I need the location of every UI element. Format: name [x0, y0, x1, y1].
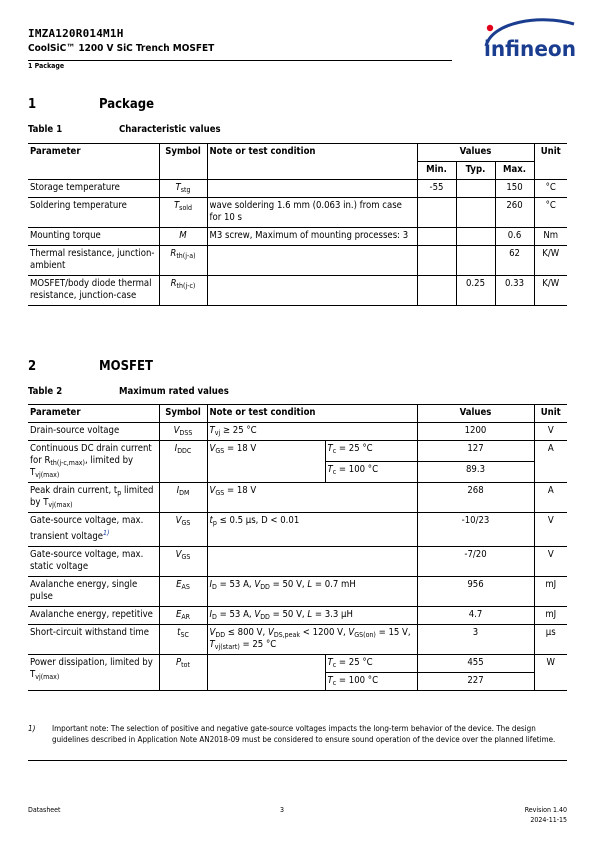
row-note: $V_{GS} = 18$ V: [207, 483, 417, 513]
row-note: $V_{DD} \le 800$ V, $V_{DS,peak} < 1200$ V, $V_{GS(on)} = 15$ V, $T_{vj(start)} = 25$ °C: [207, 625, 417, 655]
row-note: $t_p \le 0.5$ µs, D < 0.01: [207, 513, 417, 547]
table-1-label: Table 1: [28, 124, 63, 135]
table-row: [28, 276, 567, 306]
row-typ: [456, 198, 495, 228]
symbol-sub: stg: [180, 186, 191, 194]
row-param: Power dissipation, limited by $T_{vj(max)}$: [30, 657, 153, 682]
row-value: 268: [417, 483, 534, 513]
row-max: 150: [495, 180, 534, 198]
row-subcond: $T_c = 25$ °C: [325, 441, 417, 462]
row-note: M3 screw, Maximum of mounting processes: 3: [207, 228, 417, 246]
row-min: [417, 276, 456, 306]
row-param: Avalanche energy, single pulse: [30, 579, 138, 603]
footer-date: 2024-11-15: [530, 816, 567, 824]
table-row: [28, 577, 567, 607]
row-unit: µs: [534, 625, 567, 655]
table-1-caption: Characteristic values: [119, 124, 221, 135]
row-unit: °C: [534, 180, 567, 198]
row-typ: [456, 228, 495, 246]
row-param: Peak drain current, $t_p$ limited by $T_{vj(max)}$: [30, 485, 154, 509]
row-symbol: $V_{GS}$: [159, 547, 207, 577]
row-unit: mJ: [534, 607, 567, 625]
row-value: 4.7: [417, 607, 534, 625]
footer-revision: Revision 1.40: [524, 806, 567, 814]
header-rule: [28, 60, 452, 61]
row-subcond: $T_c = 25$ °C: [325, 655, 417, 673]
row-subcond: $T_c = 100$ °C: [325, 673, 417, 691]
row-symbol: [159, 180, 207, 198]
row-note: $I_D = 53$ A, $V_{DD} = 50$ V, L = 0.7 mH: [207, 577, 417, 607]
row-unit: Nm: [534, 228, 567, 246]
section-1-title: Package: [99, 97, 155, 112]
symbol-letter: R: [170, 248, 177, 259]
row-unit: K/W: [534, 276, 567, 306]
row-symbol: $E_{AR}$: [159, 607, 207, 625]
symbol-letter: R: [170, 278, 177, 289]
row-param: Soldering temperature: [30, 200, 127, 211]
footer-doc-type: Datasheet: [28, 806, 61, 814]
row-symbol: [159, 246, 207, 276]
col-header-note: Note or test condition: [207, 144, 417, 180]
row-param: Storage temperature: [30, 182, 120, 193]
table-row: [28, 547, 567, 577]
row-max: 62: [495, 246, 534, 276]
row-unit: V: [534, 547, 567, 577]
footnote-text: Important note: The selection of positive and negative gate-source voltages impacts the long-term behavior of the device. The design guidelines described in Application Note AN2018-09 must be considered to ensure sound operation of the device over the planned lifetime.: [52, 724, 556, 744]
row-symbol: $V_{DSS}$: [159, 423, 207, 441]
row-value: -10/23: [417, 513, 534, 547]
symbol-letter: T: [173, 200, 180, 211]
symbol-letter: M: [179, 230, 187, 241]
row-symbol: [159, 276, 207, 306]
table-row: [28, 483, 567, 513]
document-title: IMZA120R014M1H: [28, 27, 124, 40]
row-note: $V_{GS} = 18$ V: [207, 441, 325, 483]
row-param: Drain-source voltage: [30, 425, 120, 436]
row-min: [417, 246, 456, 276]
table-row: [28, 423, 567, 441]
infineon-logo: [478, 16, 580, 64]
table-row: [28, 246, 567, 276]
row-min: [417, 228, 456, 246]
section-2-title: MOSFET: [99, 359, 153, 374]
row-value: 89.3: [417, 462, 534, 483]
table-header-row: [28, 405, 567, 423]
characteristic-values-table: [28, 143, 567, 306]
table-row: [28, 513, 567, 547]
row-symbol: $I_{DM}$: [159, 483, 207, 513]
row-symbol: [159, 198, 207, 228]
col-header-parameter: Parameter: [30, 407, 81, 418]
row-note: [207, 246, 417, 276]
footer-page-number: 3: [280, 806, 285, 814]
row-symbol: $t_{SC}$: [159, 625, 207, 655]
table-2-caption: Maximum rated values: [119, 386, 229, 397]
row-note: wave soldering 1.6 mm (0.063 in.) from case for 10 s: [207, 198, 417, 228]
col-header-note: Note or test condition: [207, 405, 417, 423]
footnote-ref-link[interactable]: 1): [103, 529, 110, 537]
row-subcond: $T_c = 100$ °C: [325, 462, 417, 483]
row-value: -7/20: [417, 547, 534, 577]
footnote-number: 1): [28, 724, 36, 733]
row-value: 1200: [417, 423, 534, 441]
col-header-parameter: Parameter: [28, 144, 159, 180]
row-note: [207, 180, 417, 198]
symbol-sub: sold: [179, 204, 193, 212]
row-note: $I_D = 53$ A, $V_{DD} = 50$ V, L = 3.3 µH: [207, 607, 417, 625]
col-header-symbol: Symbol: [159, 144, 207, 180]
row-unit: W: [534, 655, 567, 691]
row-symbol: $E_{AS}$: [159, 577, 207, 607]
row-symbol: $V_{GS}$: [159, 513, 207, 547]
symbol-sub: th(j-a): [176, 252, 196, 260]
table-row: [28, 655, 567, 673]
row-note: [207, 655, 325, 691]
table-row: [28, 228, 567, 246]
col-header-unit: Unit: [534, 405, 567, 423]
col-header-max: Max.: [495, 162, 534, 180]
row-param: MOSFET/body diode thermal resistance, junction-case: [30, 278, 152, 301]
section-2-number: 2: [28, 359, 37, 374]
table-row: [28, 607, 567, 625]
row-note: [207, 547, 417, 577]
row-param: Gate-source voltage, max. transient voltage$^{1)}$: [30, 515, 144, 543]
table-row: [28, 180, 567, 198]
row-unit: A: [534, 441, 567, 483]
row-symbol: $P_{tot}$: [159, 655, 207, 691]
symbol-letter: T: [175, 182, 181, 193]
table-row: [28, 198, 567, 228]
row-typ: [456, 180, 495, 198]
table-row: [28, 625, 567, 655]
col-header-values: Values: [417, 144, 534, 162]
row-unit: K/W: [534, 246, 567, 276]
row-symbol: $I_{DDC}$: [159, 441, 207, 483]
logo-text: infineon: [484, 37, 576, 61]
row-min: [417, 198, 456, 228]
row-param: Gate-source voltage, max. static voltage: [30, 549, 144, 573]
row-symbol: [159, 228, 207, 246]
row-unit: A: [534, 483, 567, 513]
symbol-sub: th(j-c): [176, 282, 196, 290]
row-unit: °C: [534, 198, 567, 228]
table-2-label: Table 2: [28, 386, 63, 397]
col-header-unit: Unit: [534, 144, 567, 180]
row-typ: 0.25: [456, 276, 495, 306]
row-unit: mJ: [534, 577, 567, 607]
row-value: 455: [417, 655, 534, 673]
col-header-symbol: Symbol: [159, 405, 207, 423]
logo-dot: [487, 25, 493, 31]
row-param: Short-circuit withstand time: [30, 627, 149, 639]
row-value: 3: [417, 625, 534, 655]
row-max: 260: [495, 198, 534, 228]
col-header-min: Min.: [417, 162, 456, 180]
row-max: 0.33: [495, 276, 534, 306]
row-max: 0.6: [495, 228, 534, 246]
row-note: $T_{vj} \ge 25$ °C: [207, 423, 417, 441]
row-note: [207, 276, 417, 306]
footnote-rule: [28, 760, 567, 761]
document-subtitle: CoolSiC™ 1200 V SiC Trench MOSFET: [28, 43, 215, 54]
row-param: Continuous DC drain current for $R_{th(j-c,max)}$, limited by $T_{vj(max)}$: [30, 443, 152, 479]
maximum-rated-values-table: [28, 404, 567, 691]
row-unit: V: [534, 513, 567, 547]
row-unit: V: [534, 423, 567, 441]
row-param: Thermal resistance, junction-ambient: [30, 248, 155, 271]
row-value: 127: [417, 441, 534, 462]
row-param: Mounting torque: [30, 230, 101, 241]
section-1-number: 1: [28, 97, 37, 112]
table-header-row: [28, 144, 567, 162]
row-param: Avalanche energy, repetitive: [30, 609, 153, 621]
header-section-label: 1 Package: [28, 62, 65, 70]
table-row: [28, 441, 567, 462]
row-value: 956: [417, 577, 534, 607]
col-header-values: Values: [417, 405, 534, 423]
row-typ: [456, 246, 495, 276]
row-min: -55: [417, 180, 456, 198]
row-value: 227: [417, 673, 534, 691]
col-header-typ: Typ.: [456, 162, 495, 180]
